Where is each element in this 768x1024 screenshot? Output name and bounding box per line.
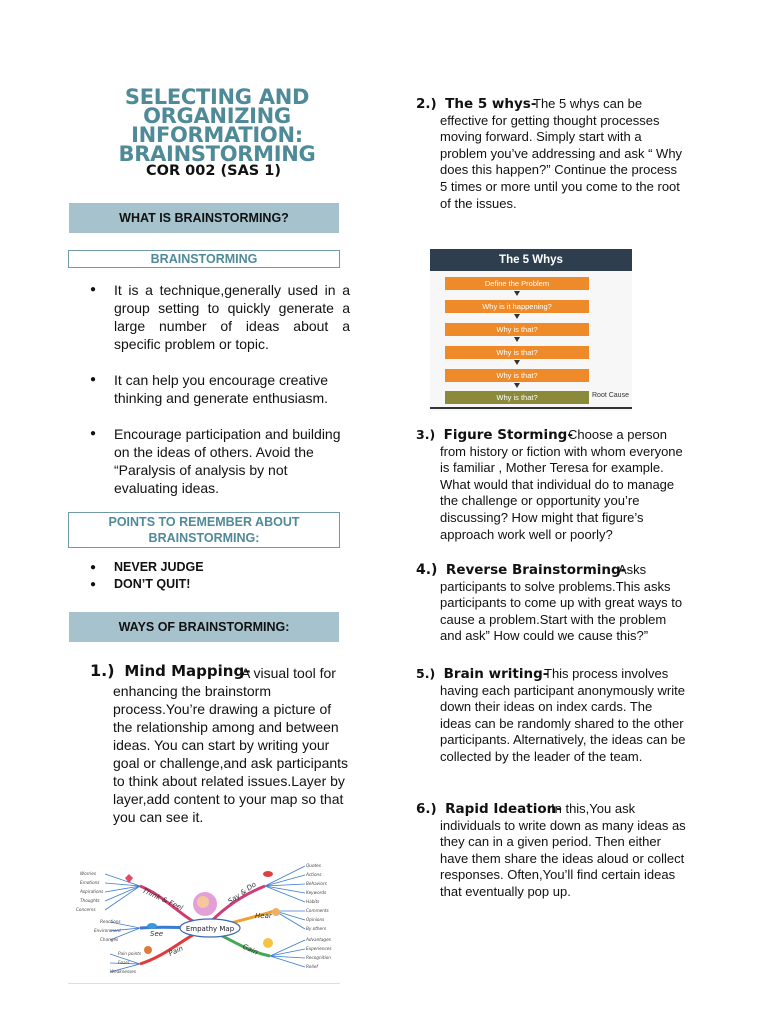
item-text: In this,You ask individuals to write down as many ideas as they can in a given period. Then either have them share the ideas aloud or collect responses. Often,You’ll find certain ideas that eventually pop up.: [440, 801, 686, 899]
way-item-reverse-brainstorming: [416, 561, 686, 644]
mind-map-leaf: Concerns: [76, 907, 96, 912]
mind-map-leaf: Quotes: [306, 863, 321, 868]
section-bar-ways: [69, 612, 339, 642]
item-text: The 5 whys can be effective for getting thought processes moving forward. Simply start with a problem you’ve addressing and ask “ Why does this happen?” Continue the process 5 times or more until you come to the root of the issues.: [440, 96, 683, 211]
mind-map-leaf: Aspirations: [80, 889, 104, 894]
down-arrow-icon: [514, 314, 520, 319]
mind-map-branch: Think & Feel: [141, 886, 185, 913]
way-item-figure-storming: [416, 426, 686, 542]
mind-map-leaf: Behaviors: [306, 881, 327, 886]
section-bar-what-is: [69, 203, 339, 233]
down-arrow-icon: [514, 360, 520, 365]
empathy-mind-map-image: [70, 856, 340, 984]
item-number: 2.): [416, 96, 437, 112]
mind-map-leaf: Environment: [94, 928, 121, 933]
mind-map-leaf: Emotions: [80, 880, 100, 885]
way-item-5-whys: [416, 95, 686, 211]
section-bar-label: WHAT IS BRAINSTORMING?: [119, 211, 289, 225]
item-heading: Mind Mapping-: [124, 662, 251, 680]
whys-box: Why is that?: [445, 369, 589, 382]
image-divider: [68, 983, 340, 984]
item-number: 6.): [416, 801, 437, 817]
way-item-rapid-ideation: [416, 800, 686, 899]
mind-map-leaf: Changes: [100, 937, 119, 942]
figure-baseline: [430, 407, 632, 409]
item-number: 3.): [416, 427, 436, 442]
list-item: ● It is a technique,generally used in a group setting to quickly generate a large number of ideas about a specific problem or topic.: [90, 281, 350, 353]
section-bar-label: WAYS OF BRAINSTORMING:: [118, 620, 290, 634]
whys-box: Why is it happening?: [445, 300, 589, 313]
mind-map-leaf: Relief: [306, 964, 318, 969]
item-text: This process involves having each participant anonymously write down their ideas on index cards. The ideas can be randomly shared to the other participants. Alternatively, the ideas can be collected by the leader of the team.: [440, 666, 686, 764]
item-heading: Rapid Ideation-: [445, 801, 562, 817]
item-heading: The 5 whys-: [445, 96, 537, 112]
whys-box: Define the Problem: [445, 277, 589, 290]
page-subtitle: COR 002 (SAS 1): [146, 163, 281, 179]
item-number: 4.): [416, 562, 438, 578]
points-list: [90, 559, 330, 593]
mind-map-branch: See: [150, 930, 164, 938]
lips-icon: [263, 871, 273, 877]
five-whys-title: The 5 Whys: [430, 249, 632, 271]
mind-map-graphic: [70, 856, 340, 984]
page-title: SELECTING AND ORGANIZING INFORMATION: BRAINSTORMING: [118, 85, 316, 166]
down-arrow-icon: [514, 337, 520, 342]
item-heading: Figure Storming-: [443, 427, 573, 443]
mind-map-leaf: By others: [306, 926, 327, 931]
down-arrow-icon: [514, 291, 520, 296]
way-item-brain-writing: [416, 665, 686, 764]
mind-map-leaf: Actions: [306, 872, 322, 877]
mind-map-leaf: Recognition: [306, 955, 331, 960]
mind-map-leaf: Comments: [306, 908, 329, 913]
whys-box: Why is that?: [445, 346, 589, 359]
mind-map-leaf: Opinions: [306, 917, 325, 922]
whys-box: Why is that?: [445, 391, 589, 404]
mind-map-leaf: Experiences: [306, 946, 332, 951]
mind-map-leaf: Keywords: [306, 890, 327, 895]
five-whys-figure: [430, 249, 632, 411]
definition-list: [90, 281, 350, 497]
down-arrow-icon: [514, 383, 520, 388]
mind-map-center: Empathy Map: [185, 925, 235, 933]
way-item-mind-mapping: [90, 661, 352, 825]
list-item: ● It can help you encourage creative thinking and generate enthusiasm.: [90, 371, 350, 407]
mind-map-leaf: Reactions: [100, 919, 121, 924]
root-cause-label: Root Cause: [592, 392, 629, 399]
list-item: ● DON’T QUIT!: [90, 576, 330, 593]
points-box: POINTS TO REMEMBER ABOUT BRAINSTORMING:: [68, 512, 340, 548]
mind-map-branch: Gain: [241, 942, 260, 957]
ear-icon: [272, 908, 280, 916]
smile-icon: [263, 938, 273, 948]
item-text: Choose a person from history or fiction with whom everyone is familiar , Mother Teresa for example. What would that individual do to manage the challenge or opportunity you’re discussing? How might that figure’s approach work well or poorly?: [440, 427, 683, 542]
mind-map-branch: Say & Do: [226, 880, 258, 906]
item-heading: Brain writing-: [443, 666, 549, 682]
whys-box: Why is that?: [445, 323, 589, 336]
item-text: Asks participants to solve problems.This asks participants to come up with great ways to cause a problem.Start with the problem and ask” How could we cause this?”: [440, 562, 683, 644]
mind-map-leaf: Thoughts: [80, 898, 100, 903]
sad-face-icon: [144, 946, 152, 954]
mind-map-leaf: Pain points: [118, 951, 142, 956]
mind-map-leaf: Habits: [306, 899, 320, 904]
mind-map-leaf: Advantages: [306, 937, 331, 942]
item-number: 5.): [416, 666, 436, 681]
mind-map-leaf: Worries: [80, 871, 97, 876]
item-heading: Reverse Brainstorming-: [445, 562, 627, 578]
mind-map-branch: Hear: [255, 912, 272, 920]
list-item: ● Encourage participation and building on the ideas of others. Avoid the “Paralysis of analysis by not evaluating ideas.: [90, 425, 350, 497]
mind-map-leaf: Fears: [118, 960, 130, 965]
mind-map-branch: Pain: [167, 944, 185, 958]
brainstorming-box: BRAINSTORMING: [68, 250, 340, 268]
eye-icon: [147, 923, 157, 929]
list-item: ● NEVER JUDGE: [90, 559, 330, 576]
item-number: 1.): [90, 661, 115, 680]
mind-map-leaf: Weaknesses: [110, 969, 137, 974]
item-text: A visual tool for enhancing the brainstorm process.You’re drawing a picture of the relationship among and between ideas. You can start by writing your goal or challenge,and ask participants to think about related issues.Layer by layer,add content to your map so that you can see it.: [113, 665, 349, 825]
